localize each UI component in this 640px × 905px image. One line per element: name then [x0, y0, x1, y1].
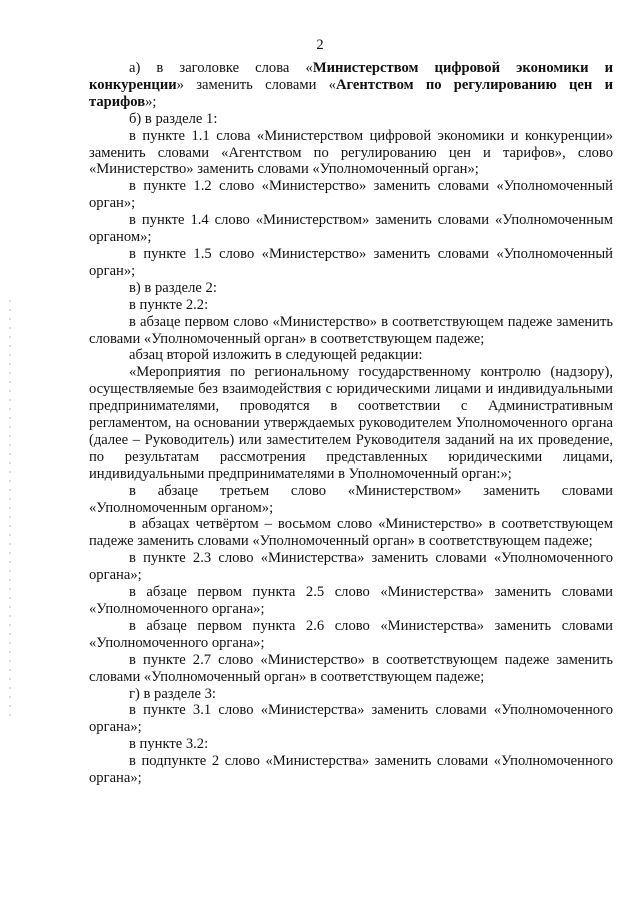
- paragraph-3-2-heading: в пункте 3.2:: [129, 736, 209, 753]
- paragraph-2-3: в пункте 2.3 слово «Министерства» заменить словами «Уполномоченного органа»;: [89, 550, 613, 584]
- paragraph-a-old-name: Министерством цифровой экономики и конкуренции: [89, 60, 614, 93]
- paragraph-2-2-abzac-2-heading: абзац второй изложить в следующей редакции:: [129, 347, 423, 364]
- paragraph-2-7: в пункте 2.7 слово «Министерство» в соответствующем падеже заменить словами «Уполномоченный орган» в соответствующем падеже;: [89, 651, 613, 685]
- paragraph-2-2-abzac-3: в абзаце третьем слово «Министерством» заменить словами «Уполномоченным органом»;: [89, 482, 613, 516]
- paragraph-a: [89, 60, 613, 111]
- paragraph-1-1: в пункте 1.1 слова «Министерством цифровой экономики и конкуренции» заменить словами «Агентством по регулированию цен и тарифов», слово «Министерство» заменить словами «Уполномоченный орган»;: [89, 127, 613, 178]
- paragraph-1-2: в пункте 1.2 слово «Министерство» заменить словами «Уполномоченный орган»;: [89, 178, 613, 212]
- paragraph-a-text-3: »;: [145, 93, 157, 110]
- paragraph-a-text-1: а) в заголовке слова «: [129, 60, 313, 76]
- paragraph-1-4: в пункте 1.4 слово «Министерством» заменить словами «Уполномоченным органом»;: [89, 212, 613, 246]
- paragraph-g-heading: г) в разделе 3:: [129, 685, 216, 702]
- page-number: 2: [316, 37, 324, 53]
- paragraph-a-new-name: Агентством по регулированию цен и тарифов: [89, 76, 613, 110]
- paragraph-2-2-abzac-1: в абзаце первом слово «Министерство» в соответствующем падеже заменить словами «Уполномоченный орган» в соответствующем падеже;: [89, 313, 613, 347]
- paragraph-2-5: в абзаце первом пункта 2.5 слово «Министерства» заменить словами «Уполномоченного органа»;: [89, 584, 613, 617]
- paragraph-3-1: в пункте 3.1 слово «Министерства» заменить словами «Уполномоченного органа»;: [89, 702, 613, 736]
- paragraph-2-6: в абзаце первом пункта 2.6 слово «Министерства» заменить словами «Уполномоченного органа»;: [89, 617, 613, 651]
- paragraph-b-heading: б) в разделе 1:: [129, 110, 218, 127]
- paragraph-v-heading: в) в разделе 2:: [129, 279, 217, 296]
- paragraph-a-text-2: » заменить словами «: [176, 76, 336, 93]
- paragraph-3-2-subitem-2: в подпункте 2 слово «Министерства» заменить словами «Уполномоченного органа»;: [89, 753, 613, 787]
- paragraph-1-5: в пункте 1.5 слово «Министерство» заменить словами «Уполномоченный орган»;: [89, 245, 613, 279]
- scan-margin-dots: [9, 300, 11, 720]
- paragraph-quoted-new-text: «Мероприятия по региональному государственному контролю (надзору), осуществляемые без взаимодействия с юридическими лицами и индивидуальными предпринимателями, проводятся в соответствии с Административным регламентом, на основании утверждаемых руководителем Уполномоченного органа (далее – Руководитель) или заместителем Руководителя заданий на их проведение, по результатам рассмотрения представленных юридическими лицами, индивидуальными предпринимателями в Уполномоченный орган:»;: [89, 364, 613, 482]
- document-body: [89, 60, 613, 787]
- paragraph-2-2-heading: в пункте 2.2:: [129, 296, 209, 313]
- paragraph-2-2-abzac-4-8: в абзацах четвёртом – восьмом слово «Министерство» в соответствующем падеже заменить словами «Уполномоченный орган» в соответствующем падеже;: [89, 516, 613, 550]
